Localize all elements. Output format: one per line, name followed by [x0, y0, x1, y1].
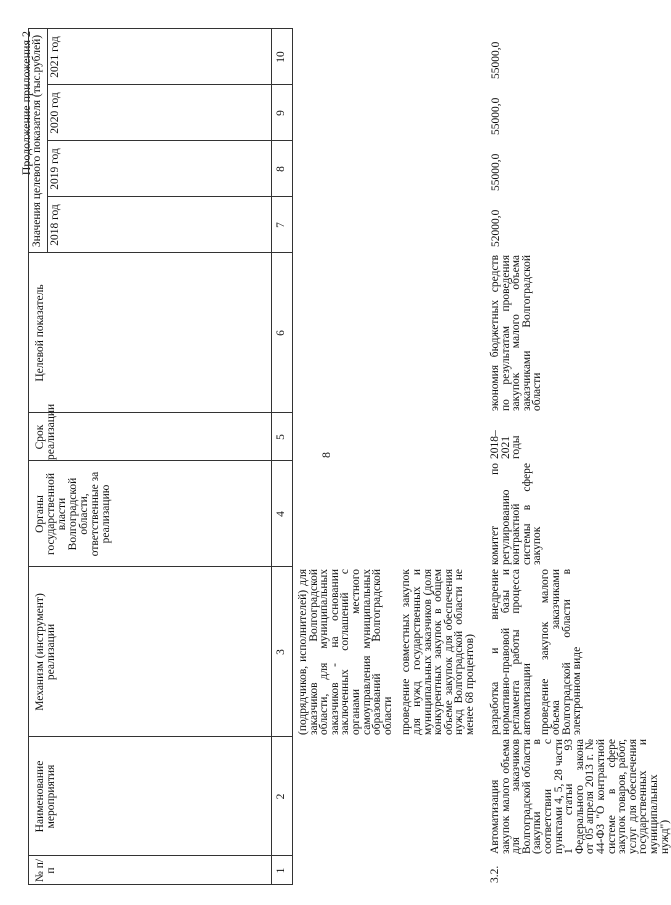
col-name-header: Наименование мероприятия — [34, 760, 57, 833]
col-number-header: № п/п — [34, 858, 57, 883]
col-num-7: 7 — [275, 222, 287, 228]
row-3-2-target: экономия бюджетных средств по результатам проведения закупок малого объема заказчиками Волгоградской области — [489, 255, 544, 411]
row-3-2-mechanism-part-b: проведение закупок малого объема заказчиками Волгоградской области в электронном виде — [539, 569, 584, 735]
col-num-6: 6 — [275, 330, 287, 336]
value-2019: 55000,0 — [490, 153, 502, 191]
col-num-4: 4 — [275, 511, 287, 517]
col-target-header: Целевой показатель — [34, 284, 46, 382]
value-2020: 55000,0 — [490, 97, 502, 135]
value-2021: 55000,0 — [490, 41, 502, 79]
col-num-9: 9 — [275, 110, 287, 116]
prev-row-mechanism — [298, 569, 488, 735]
col-num-8: 8 — [275, 166, 287, 172]
col-num-10: 10 — [275, 51, 287, 63]
year-2019: 2019 год — [49, 148, 61, 190]
col-values-header: Значения целевого показателя (тыс.рублей) — [31, 34, 43, 248]
col-authority-header: Органы государственной власти Волгоградской области, ответственные за реализацию — [34, 471, 112, 557]
row-3-2-mechanism-part-a: разработка и внедрение нормативно-правовой базы и регламента работы процесса автоматизации — [489, 569, 533, 735]
prev-mechanism-part-a: (подрядчиков, исполнителей) для заказчиков Волгоградской области, для муниципальных заказчиков - на основании заключенных соглашений с органами местного самоуправления муниципальных образований Волгоградской области — [297, 569, 394, 735]
col-num-5: 5 — [275, 434, 287, 440]
year-2021: 2021 год — [49, 36, 61, 78]
row-3-2-term: 2018–2021 годы — [489, 430, 523, 459]
year-2020: 2020 год — [49, 92, 61, 134]
prev-mechanism-part-b: проведение совместных закупок для нужд государственных и муниципальных заказчиков (доля конкурентных закупок в общем объеме закупок для обеспечения нужд Волгоградской области не менее 68 процентов) — [400, 569, 476, 735]
continuation-label: Продолжение приложения 2 — [19, 31, 33, 176]
page-number: 8 — [319, 452, 333, 458]
col-mechanism-header: Механизм (инструмент) реализации — [34, 593, 57, 711]
row-3-2-authority: комитет по регулированию контрактной системы в сфере закупок — [489, 463, 544, 565]
table-header — [28, 25, 293, 885]
col-num-2: 2 — [275, 793, 287, 800]
col-num-1: 1 — [275, 867, 287, 874]
row-3-2-mechanism — [490, 569, 625, 735]
row-3-2-name: Автоматизация закупок малого объема для заказчиков Волгоградской области (закупки в соответствии с пунктами 4, 5, 28 части 1 статьи 93 Федерального закона от 05 апреля 2013 г. № 44-ФЗ "О контрактной системе в сфере закупок товаров, работ, услуг для обеспечения государственных и муниципальных нужд") — [489, 739, 671, 854]
row-3-2-number: 3.2. — [489, 865, 501, 883]
landscape-content — [12, 25, 671, 885]
value-2018: 52000,0 — [490, 209, 502, 247]
year-2018: 2018 год — [49, 204, 61, 246]
col-term-header: Срок реализации — [34, 403, 57, 460]
col-num-3: 3 — [275, 649, 287, 655]
